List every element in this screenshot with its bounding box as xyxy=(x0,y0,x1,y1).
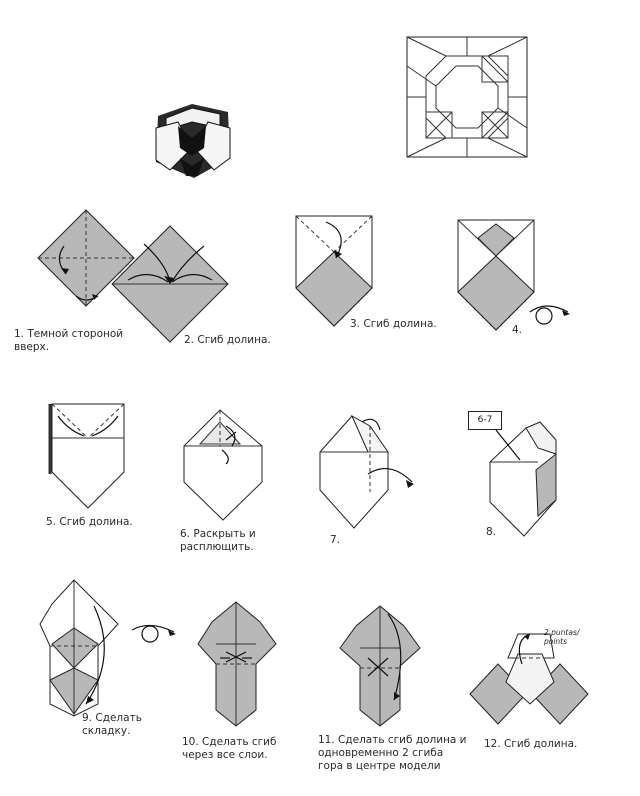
step-2-caption: 2. Сгиб долина. xyxy=(184,334,271,346)
step-1-caption: 1. Темной стороной вверх. xyxy=(14,328,124,353)
step-11-diagram xyxy=(338,604,422,728)
step-3-diagram xyxy=(292,212,376,330)
crease-pattern-diagram xyxy=(406,36,528,158)
step-11-caption: 11. Сделать сгиб долина и одновременно 2 сгиба гора в центре модели xyxy=(318,734,467,772)
finished-model-illustration xyxy=(148,98,238,188)
step-12-caption: 12. Сгиб долина. xyxy=(484,738,578,750)
step-6-caption: 6. Раскрыть и расплющить. xyxy=(180,528,256,553)
step-7-diagram xyxy=(318,412,422,532)
step-8-caption: 8. xyxy=(486,526,497,538)
step-10-diagram xyxy=(196,600,278,728)
step-4-diagram xyxy=(456,216,576,334)
step-2-diagram xyxy=(108,224,232,346)
step-9-diagram xyxy=(38,576,178,718)
step-5-caption: 5. Сгиб долина. xyxy=(46,516,133,528)
step-6-diagram xyxy=(182,406,266,524)
step-12-note: 2 puntas/ points xyxy=(544,628,580,646)
step-7-caption: 7. xyxy=(330,534,341,546)
step-3-caption: 3. Сгиб долина. xyxy=(350,318,437,330)
step-5-diagram xyxy=(44,400,128,512)
step-4-caption: 4. xyxy=(512,324,523,336)
step-8-diagram xyxy=(486,420,576,540)
step-10-caption: 10. Сделать сгиб через все слои. xyxy=(182,736,277,761)
step-8-reference-box: 6-7 xyxy=(468,411,502,430)
step-9-caption: 9. Сделать складку. xyxy=(82,712,142,737)
